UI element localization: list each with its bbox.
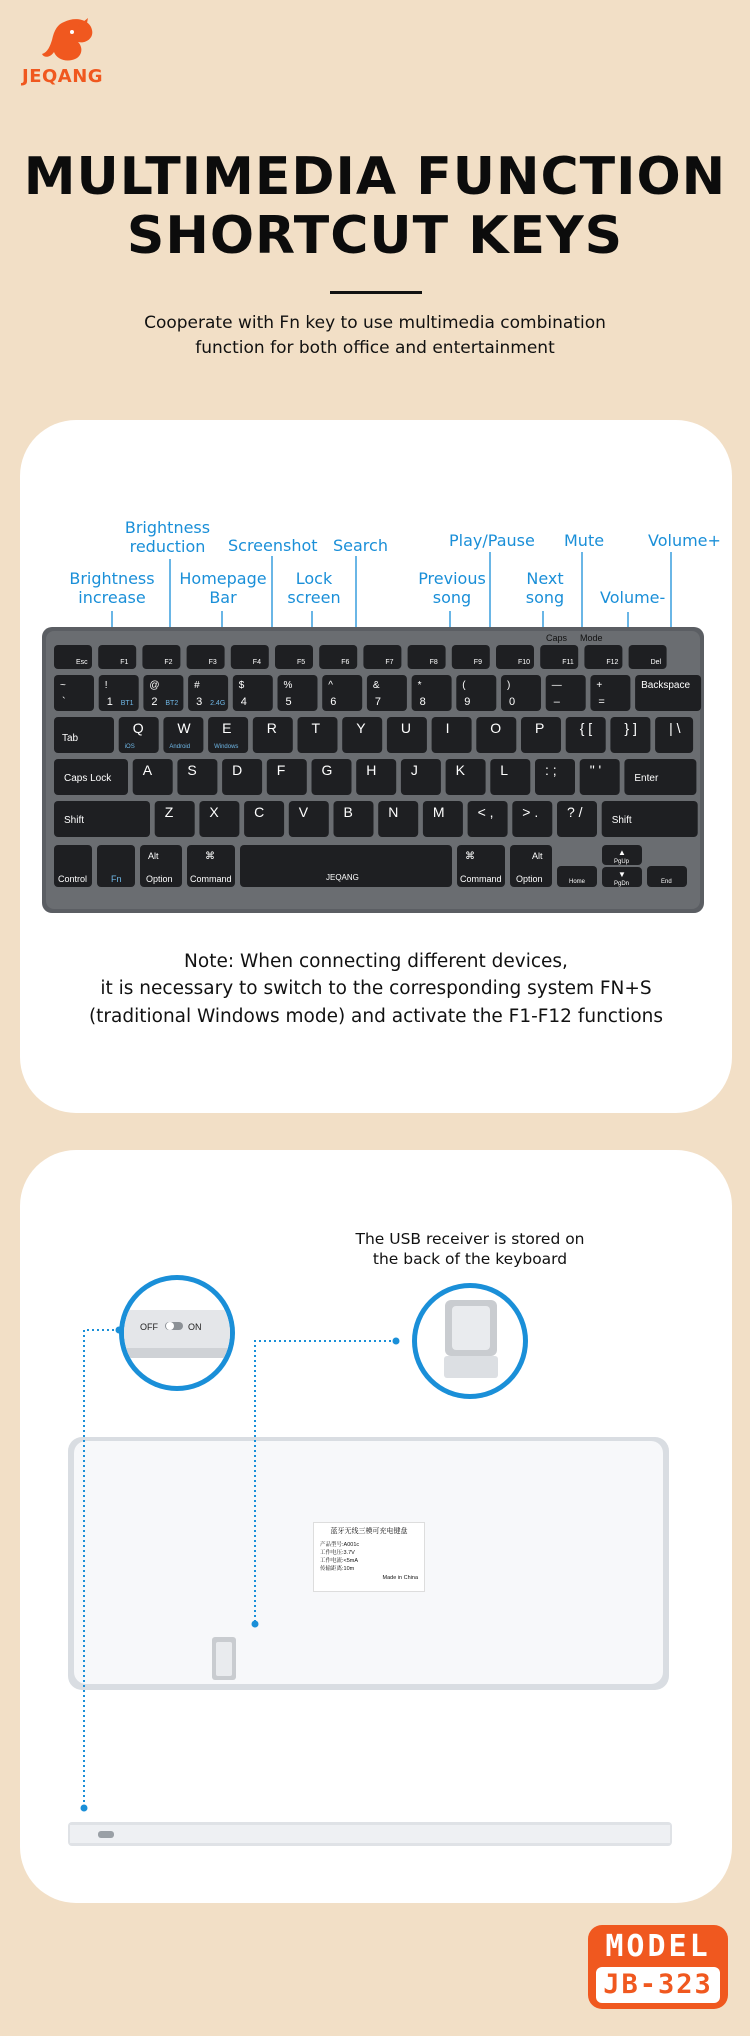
key-num-8-label: *: [417, 680, 422, 691]
key-z-10-label: ? /: [567, 804, 583, 820]
key-command-left-label: ⌘: [205, 851, 215, 862]
key-a-10-label: : ;: [545, 762, 557, 778]
key-z-2-label: X: [209, 804, 219, 820]
key-del-label: Del: [650, 659, 662, 666]
key-z-1-label: Z: [164, 804, 174, 820]
key-pgup-label: PgUp: [614, 859, 630, 865]
label-line: 产品型号:A001c: [320, 1541, 360, 1548]
key-a-12-label: Enter: [634, 773, 659, 784]
key-z-4-label: V: [298, 804, 309, 820]
key-option-left-label: Option: [146, 874, 173, 884]
key-num-11-label: –: [553, 696, 560, 708]
key-a-6-label: H: [366, 762, 377, 778]
key-num-5-label: 5: [285, 696, 292, 708]
key-f9-label: F9: [473, 659, 482, 666]
key-3-q-label: Windows: [214, 744, 239, 750]
connection-note: Note: When connecting different devices, it is necessary to switch to the corresponding system FN+S (traditional Windows mode) and activate the F1-F12 functions: [88, 951, 664, 1027]
key-num-2-label: BT2: [165, 700, 179, 707]
key-pgdn-label: PgDn: [614, 881, 630, 887]
key-z-0-label: Shift: [64, 815, 85, 826]
key-a-9-label: L: [500, 762, 509, 778]
key-num-2-label: @: [149, 680, 160, 691]
key-num-0-label: ~: [60, 680, 66, 691]
key-f1-label: F1: [120, 659, 129, 666]
key-num-3-label: #: [194, 680, 200, 691]
caps-indicator: Caps: [546, 633, 568, 643]
key-9-q-label: O: [490, 720, 502, 736]
key-1-q-label: Q: [132, 720, 144, 736]
model-label: MODEL: [605, 1929, 711, 1964]
key-num-3-label: 2.4G: [210, 700, 226, 707]
key-2-q-label: W: [177, 720, 191, 736]
key-z-7-label: M: [432, 804, 445, 820]
label-mute: Mute: [564, 531, 605, 550]
key-num-1-label: BT1: [120, 700, 134, 707]
key-z-5-label: B: [343, 804, 353, 820]
key-pgup-label: ▲: [618, 848, 626, 857]
label-volume-down: Volume-: [600, 588, 666, 607]
key-4-q-label: R: [266, 720, 277, 736]
brand-name: JEQANG: [22, 66, 104, 87]
key-pgdn-label: ▼: [618, 870, 626, 879]
key-space-label: JEQANG: [326, 873, 359, 882]
made-in-text: Made in China: [382, 1574, 418, 1581]
key-11-q-label: { [: [579, 720, 593, 736]
key-num-6-label: 6: [330, 696, 337, 708]
label-previous-song: Previous song: [418, 569, 486, 607]
key-num-1-label: !: [104, 680, 108, 691]
subtitle: Cooperate with Fn key to use multimedia combination function for both office and entertainment: [144, 313, 606, 358]
key-end-label: End: [661, 879, 672, 885]
key-z-6-label: N: [388, 804, 399, 820]
label-play-pause: Play/Pause: [449, 531, 535, 550]
key-a-0-label: Caps Lock: [64, 773, 112, 784]
key-f3-label: F3: [208, 659, 217, 666]
key-num-0-label: `: [62, 696, 66, 708]
key-a-5-label: G: [321, 762, 333, 778]
key-option-right-label: Alt: [532, 851, 543, 861]
key-num-11-label: —: [551, 680, 562, 691]
key-f10-label: F10: [518, 659, 531, 666]
key-a-4-label: F: [276, 762, 286, 778]
key-1-q-label: iOS: [124, 744, 135, 750]
title-line-2: SHORTCUT KEYS: [126, 205, 624, 266]
label-line: 传输距离:10m: [320, 1566, 355, 1573]
mode-indicator: Mode: [580, 633, 603, 643]
key-12-q-label: } ]: [624, 720, 637, 736]
key-z-11-label: Shift: [611, 815, 632, 826]
key-command-right-label: ⌘: [465, 851, 475, 862]
key-num-10-label: ): [507, 680, 511, 691]
key-num-12-label: =: [598, 696, 605, 708]
key-7-q-label: U: [400, 720, 412, 736]
key-num-2-label: 2: [151, 696, 158, 708]
title-line-1: MULTIMEDIA FUNCTION: [23, 147, 727, 207]
key-num-6-label: ^: [328, 680, 333, 691]
key-num-10-label: 0: [509, 696, 516, 708]
key-z-9-label: > .: [522, 804, 539, 820]
key-a-8-label: K: [455, 762, 465, 778]
key-f7-label: F7: [385, 659, 394, 666]
model-badge: [588, 1925, 728, 2009]
label-screenshot: Screenshot: [228, 536, 318, 555]
label-line: 工作电压:3.7V: [320, 1549, 355, 1556]
key-a-2-label: S: [187, 762, 197, 778]
edge-switch: [98, 1831, 114, 1838]
key-num-1-label: 1: [106, 696, 113, 708]
key-3-q-label: E: [222, 720, 232, 736]
model-number: JB-323: [596, 1967, 720, 2003]
key-esc-label: Esc: [76, 659, 88, 666]
key-num-8-label: 8: [419, 696, 426, 708]
key-num-4-label: 4: [240, 696, 247, 708]
label-next-song: Next song: [525, 569, 565, 607]
key-z-8-label: < ,: [477, 804, 494, 820]
key-10-q-label: P: [535, 720, 545, 736]
key-num-7-label: 7: [374, 696, 382, 708]
key-command-left-label: Command: [190, 874, 232, 884]
key-num-13-label: Backspace: [641, 680, 691, 691]
key-5-q-label: T: [311, 720, 321, 736]
key-z-3-label: C: [254, 804, 265, 820]
label-brightness-increase: Brightness increase: [69, 569, 155, 607]
key-num-3-label: 3: [196, 696, 203, 708]
key-num-9-label: (: [462, 680, 466, 691]
label-search: Search: [333, 536, 388, 555]
key-2-q-label: Android: [169, 744, 191, 750]
key-num-4-label: $: [238, 680, 245, 691]
key-num-12-label: +: [596, 680, 603, 691]
label-homepage-bar: Homepage Bar: [179, 569, 267, 607]
key-num-7-label: &: [372, 680, 380, 691]
key-control-label: Control: [58, 874, 88, 884]
key-f5-label: F5: [297, 659, 306, 666]
usb-receiver-caption: The USB receiver is stored on the back of the keyboard: [355, 1230, 585, 1269]
key-f11-label: F11: [562, 659, 574, 666]
key-13-q-label: | \: [669, 720, 681, 736]
label-heading: 蓝牙无线三模可充电键盘: [330, 1528, 408, 1535]
label-line: 工作电流:<5mA: [320, 1558, 359, 1564]
key-home-label: Home: [569, 879, 586, 885]
label-volume-up: Volume+: [648, 531, 721, 550]
label-brightness-reduction: Brightness reduction: [124, 518, 211, 556]
label-lock-screen: Lock screen: [287, 569, 341, 607]
key-command-right-label: Command: [460, 874, 502, 884]
key-6-q-label: Y: [356, 720, 366, 736]
key-option-left-label: Alt: [148, 851, 159, 861]
switch-on-label: ON: [188, 1322, 202, 1332]
key-f4-label: F4: [252, 659, 261, 666]
key-f2-label: F2: [164, 659, 173, 666]
key-f12-label: F12: [606, 659, 619, 666]
key-a-3-label: D: [232, 762, 243, 778]
key-fn-label: Fn: [111, 874, 122, 884]
key-option-right-label: Option: [516, 874, 543, 884]
key-num-5-label: %: [283, 680, 293, 691]
product-label: [313, 1522, 425, 1592]
key-a-11-label: " ': [589, 762, 602, 778]
switch-off-label: OFF: [140, 1322, 158, 1332]
key-a-1-label: A: [142, 762, 153, 778]
key-f8-label: F8: [429, 659, 438, 666]
key-f6-label: F6: [341, 659, 350, 666]
key-8-q-label: I: [445, 720, 450, 736]
key-a-7-label: J: [410, 762, 418, 778]
key-0-q-label: Tab: [62, 733, 79, 744]
key-num-9-label: 9: [464, 696, 471, 708]
